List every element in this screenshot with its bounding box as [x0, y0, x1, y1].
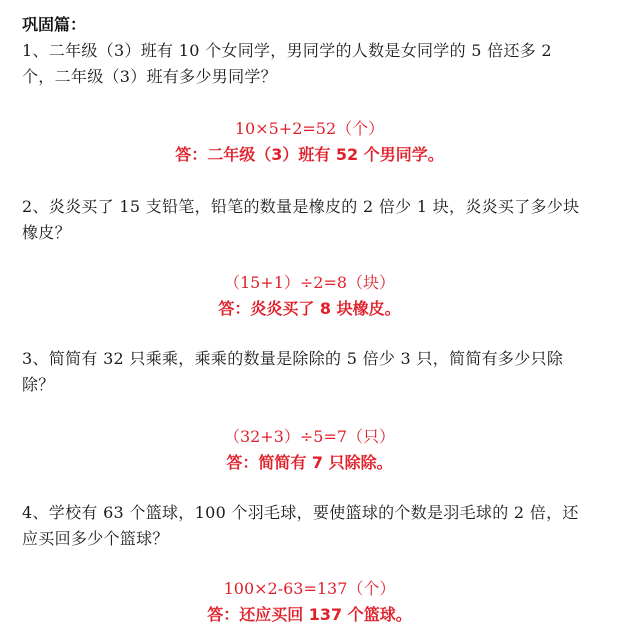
problem-2-formula: （15+1）÷2=8（块）	[223, 273, 396, 292]
problem-1-conclusion: 答：二年级（3）班有 52 个男同学。	[175, 145, 444, 164]
problem-3-question: 3、简简有 32 只乘乘，乘乘的数量是除除的 5 倍少 3 只，简简有多少只除除？	[22, 349, 564, 394]
problem-3-answer	[0, 424, 619, 476]
problem-1-formula: 10×5+2=52（个）	[234, 119, 385, 138]
problem-4-question: 4、学校有 63 个篮球，100 个羽毛球，要使篮球的个数是羽毛球的 2 倍，还应买回多少个篮球？	[22, 503, 579, 548]
problem-4-conclusion: 答：还应买回 137 个篮球。	[207, 605, 412, 624]
section-heading: 巩固篇：	[22, 15, 87, 34]
problem-3-conclusion: 答：简简有 7 只除除。	[226, 453, 393, 472]
problem-2-question: 2、炎炎买了 15 支铅笔，铅笔的数量是橡皮的 2 倍少 1 块，炎炎买了多少块橡皮？	[22, 197, 580, 242]
problem-1-question: 1、二年级（3）班有 10 个女同学，男同学的人数是女同学的 5 倍还多 2 个，二年级（3）班有多少男同学？	[22, 41, 552, 86]
problem-3-formula: （32+3）÷5=7（只）	[223, 427, 396, 446]
problem-4-formula: 100×2-63=137（个）	[223, 579, 396, 598]
problem-2-answer	[0, 270, 619, 322]
problem-1-answer	[0, 116, 619, 168]
problem-2-conclusion: 答：炎炎买了 8 块橡皮。	[218, 299, 401, 318]
problem-4-answer	[0, 576, 619, 628]
